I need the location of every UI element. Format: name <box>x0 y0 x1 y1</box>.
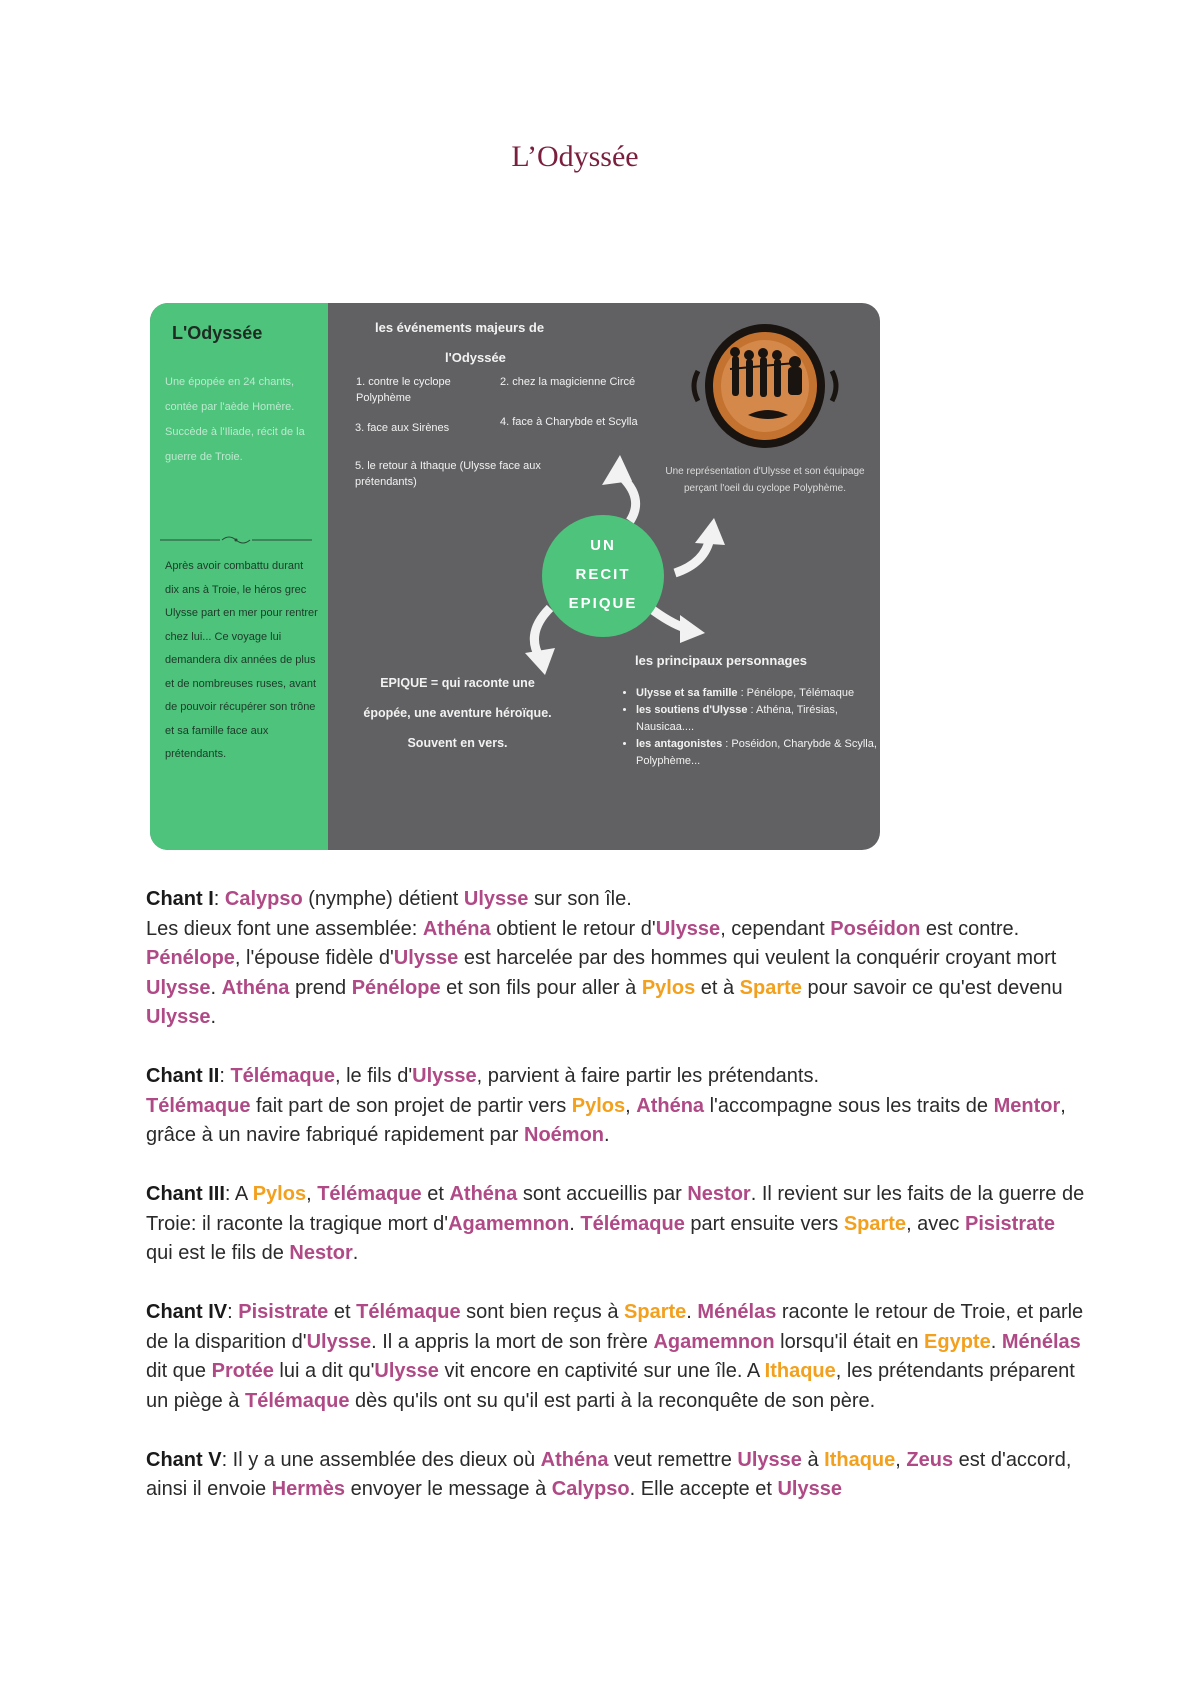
infographic-title: L'Odyssée <box>172 323 263 343</box>
chant-text: l'accompagne sous les traits de <box>704 1094 994 1117</box>
epique-definition <box>340 668 575 758</box>
chant-text: . <box>352 1242 359 1264</box>
place-name: Pylos <box>252 1183 307 1205</box>
character-name: Télémaque <box>146 1094 251 1117</box>
chant-text: , l'épouse fidèle d' <box>234 947 394 969</box>
chant-text: : A <box>224 1183 253 1205</box>
characters-group-label: les antagonistes <box>636 738 723 750</box>
characters-group-label: les soutiens d'Ulysse <box>636 704 748 716</box>
characters-group-value: : Athéna, Tirésias, Nausicaa.... <box>636 704 838 733</box>
chant-text: sur son île. <box>528 888 632 910</box>
odyssey-infographic <box>150 303 880 850</box>
character-name: Pisistrate <box>238 1301 329 1323</box>
event-5: 5. le retour à Ithaque (Ulysse face aux prétendants) <box>355 460 541 488</box>
character-name: Ulysse <box>777 1478 842 1500</box>
chant-paragraph <box>146 1180 1086 1269</box>
chant-text: : Il y a une assemblée des dieux où <box>221 1448 541 1471</box>
character-name: Agamemnon <box>448 1212 570 1235</box>
chant-text: lui a dit qu' <box>273 1360 375 1382</box>
chant-text: dès qu'ils ont su qu'il est parti à la reconquête de son père. <box>349 1389 876 1412</box>
character-name: Athéna <box>540 1448 609 1471</box>
chant-paragraph <box>146 885 1086 1033</box>
characters-list-item <box>636 736 880 770</box>
character-name: Athéna <box>422 917 491 940</box>
character-name: Télémaque <box>244 1389 350 1412</box>
greek-vase-image <box>690 311 840 461</box>
chant-text: raconte le retour de Troie, et parle de la disparition d' <box>146 1301 1084 1353</box>
chant-text: . <box>604 1124 610 1146</box>
chant-text: , les prétendants préparent un piège à <box>146 1360 1075 1412</box>
chant-text: : <box>227 1301 239 1323</box>
event-2: 2. chez la magicienne Circé <box>500 376 636 388</box>
character-name: Ulysse <box>306 1330 372 1353</box>
place-name: Sparte <box>843 1212 907 1235</box>
chant-text: est harcelée par des hommes qui veulent la conquérir croyant mort <box>458 947 1057 969</box>
character-name: Protée <box>211 1360 274 1382</box>
chant-paragraph <box>146 1446 1086 1505</box>
center-line-2: RECIT <box>575 566 631 583</box>
characters-title: les principaux personnages <box>635 653 807 668</box>
chant-text: . Il revient sur les faits de la guerre de Troie: il raconte la tragique mort d' <box>146 1183 1085 1235</box>
chant-text: vit encore en captivité sur une île. A <box>438 1360 765 1382</box>
chant-text: (nymphe) détient <box>302 888 464 910</box>
center-line-1: UN <box>590 537 616 554</box>
chant-text: , <box>306 1183 318 1205</box>
chant-text: prend <box>289 976 352 999</box>
chant-text: . <box>686 1301 698 1323</box>
chant-text: est d'accord, ainsi il envoie <box>146 1448 1072 1500</box>
character-name: Nestor <box>687 1183 751 1205</box>
character-name: Zeus <box>906 1448 954 1471</box>
place-name: Pylos <box>571 1094 626 1117</box>
chant-text: sont bien reçus à <box>460 1301 625 1323</box>
character-name: Ulysse <box>463 888 529 910</box>
chant-text: , cependant <box>720 917 831 940</box>
chant-text: , grâce à un navire fabriqué rapidement par <box>146 1094 1066 1146</box>
events-title-line-1: les événements majeurs de <box>375 320 545 335</box>
character-name: Ulysse <box>146 1006 211 1028</box>
chant-text: : <box>219 1065 231 1087</box>
character-name: Athéna <box>449 1183 518 1205</box>
chant-text: veut remettre <box>608 1448 738 1471</box>
chant-text: , parvient à faire partir les prétendants. <box>476 1065 820 1087</box>
chant-text: et son fils pour aller à <box>440 976 642 999</box>
chant-text: , <box>895 1448 907 1471</box>
character-name: Nestor <box>289 1242 353 1264</box>
chant-text: fait part de son projet de partir vers <box>250 1094 572 1117</box>
chant-label: Chant V <box>146 1448 222 1471</box>
character-name: Ménélas <box>1001 1330 1081 1353</box>
character-name: Pénélope <box>351 976 441 999</box>
events-title-line-2: l'Odyssée <box>445 350 506 365</box>
character-name: Calypso <box>224 888 303 910</box>
chant-text: est contre. <box>920 917 1020 940</box>
character-name: Ulysse <box>393 947 459 969</box>
arrow-head-right-icon <box>695 518 725 545</box>
chant-text: . <box>210 1006 217 1028</box>
character-name: Agamemnon <box>653 1330 775 1353</box>
chant-label: Chant I <box>146 888 214 910</box>
page-title: L’Odyssée <box>511 140 639 173</box>
chant-text: lorsqu'il était en <box>774 1330 925 1353</box>
character-name: Télémaque <box>317 1183 422 1205</box>
character-name: Télémaque <box>580 1212 685 1235</box>
epique-line-2: épopée, une aventure héroïque. <box>363 706 552 720</box>
character-name: Noémon <box>524 1124 605 1146</box>
character-name: Calypso <box>551 1478 630 1500</box>
chant-text: , <box>625 1094 637 1117</box>
character-name: Pisistrate <box>964 1212 1056 1235</box>
vase-caption: Une représentation d'Ulysse et son équipage perçant l'oeil du cyclope Polyphème. <box>665 466 865 494</box>
chant-text: Les dieux font une assemblée: <box>146 917 423 940</box>
chant-text: envoyer le message à <box>345 1478 552 1500</box>
event-4: 4. face à Charybde et Scylla <box>500 416 638 428</box>
place-name: Sparte <box>624 1301 687 1323</box>
characters-list-item <box>636 702 880 736</box>
place-name: Sparte <box>739 976 802 999</box>
character-name: Ulysse <box>737 1448 802 1471</box>
characters-list-item <box>636 685 880 702</box>
character-name: Athéna <box>636 1094 705 1117</box>
character-name: Ulysse <box>655 917 721 940</box>
chant-label: Chant IV <box>146 1301 228 1323</box>
center-line-3: EPIQUE <box>568 595 638 612</box>
chant-text: obtient le retour d' <box>490 917 656 940</box>
chant-text: : <box>213 888 225 910</box>
chant-summaries <box>146 885 1086 1534</box>
place-name: Egypte <box>924 1330 991 1353</box>
place-name: Ithaque <box>764 1360 836 1382</box>
arrow-head-bottom-icon <box>680 615 705 643</box>
event-1: 1. contre le cyclope Polyphème <box>356 376 451 404</box>
characters-group-value: : Pénélope, Télémaque <box>737 687 855 699</box>
chant-text: pour savoir ce qu'est devenu <box>801 976 1063 999</box>
infographic-story: Après avoir combattu durant dix ans à Troie, le héros grec Ulysse part en mer pour rentrer chez lui... Ce voyage lui demandera dix années de plus et de nombreuses ruses, avant de pouvoir récupérer son trône et sa famille face aux prétendants. <box>165 560 318 760</box>
character-name: Athéna <box>221 976 290 999</box>
chant-paragraph <box>146 1298 1086 1416</box>
chant-text: , le fils d' <box>334 1065 413 1087</box>
character-name: Ménélas <box>697 1301 777 1323</box>
chant-text: qui est le fils de <box>146 1242 290 1264</box>
characters-group-label: Ulysse et sa famille <box>636 687 738 699</box>
character-name: Pénélope <box>146 947 235 969</box>
characters-list <box>620 685 880 770</box>
epique-line-1: EPIQUE = qui raconte une <box>380 676 535 690</box>
infographic-intro: Une épopée en 24 chants, contée par l'aède Homère. Succède à l'Iliade, récit de la guerre de Troie. <box>165 376 305 463</box>
chant-text: . <box>990 1330 1002 1353</box>
chant-text: part ensuite vers <box>684 1212 844 1235</box>
chant-text: . Elle accepte et <box>629 1478 778 1500</box>
chant-text: et à <box>695 976 740 999</box>
character-name: Ulysse <box>146 976 211 999</box>
chant-text: , avec <box>906 1212 965 1235</box>
characters-group-value: : Poséidon, Charybde & Scylla, Polyphème... <box>636 738 877 767</box>
character-name: Hermès <box>271 1478 346 1500</box>
chant-text: sont accueillis par <box>517 1183 688 1205</box>
character-name: Mentor <box>993 1094 1061 1117</box>
chant-paragraph <box>146 1062 1086 1151</box>
chant-text: dit que <box>146 1360 212 1382</box>
epique-line-3: Souvent en vers. <box>407 736 508 750</box>
place-name: Ithaque <box>824 1448 896 1471</box>
chant-text: . <box>210 976 222 999</box>
chant-text: . Il a appris la mort de son frère <box>371 1330 654 1353</box>
chant-text: à <box>801 1448 825 1471</box>
chant-label: Chant II <box>146 1065 220 1087</box>
chant-text: et <box>421 1183 450 1205</box>
arrow-head-top-icon <box>602 455 632 485</box>
character-name: Poséidon <box>830 917 921 940</box>
chant-label: Chant III <box>146 1183 225 1205</box>
chant-text: et <box>328 1301 357 1323</box>
character-name: Ulysse <box>412 1065 477 1087</box>
character-name: Télémaque <box>230 1065 335 1087</box>
chant-text: . <box>569 1212 581 1235</box>
character-name: Ulysse <box>374 1360 439 1382</box>
event-3: 3. face aux Sirènes <box>355 422 450 434</box>
place-name: Pylos <box>641 976 696 999</box>
center-circle <box>542 515 664 637</box>
character-name: Télémaque <box>356 1301 461 1323</box>
